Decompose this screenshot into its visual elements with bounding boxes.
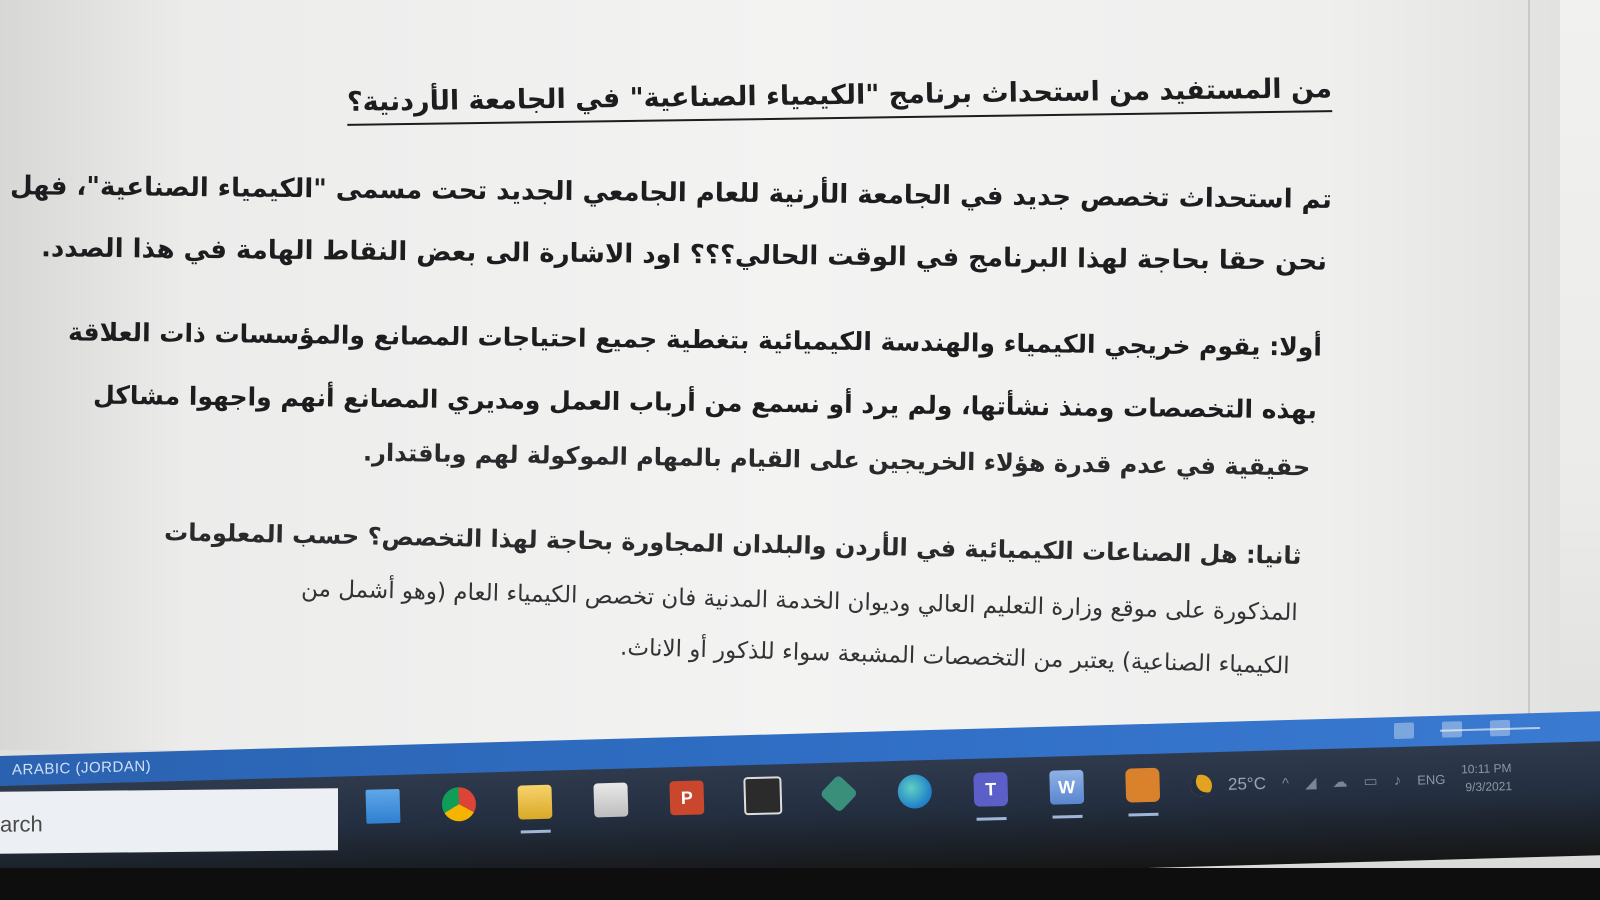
intro-paragraph-line: نحن حقا بحاجة لهذا البرنامج في الوقت الحالي؟؟؟ اود الاشارة الى بعض النقاط الهامة في هذا الصدد. (40, 233, 1328, 277)
first-point-line: بهذه التخصصات ومنذ نشأتها، ولم يرد أو نسمع من أرباب العمل ومديري المصانع أنهم واجهوا مشاكل (92, 380, 1318, 425)
mail-glyph (366, 789, 401, 824)
page-edge (1528, 0, 1530, 740)
clock[interactable] (1461, 759, 1512, 796)
photo-glyph (743, 776, 782, 815)
word-glyph: W (1049, 770, 1084, 805)
folder-glyph (517, 785, 552, 820)
read-mode-icon[interactable] (1394, 723, 1414, 740)
orange-app-glyph (1125, 768, 1160, 803)
file-explorer-icon[interactable] (511, 778, 558, 825)
clock-time: 10:11 PM (1460, 761, 1512, 777)
edge-icon[interactable] (891, 768, 938, 815)
chrome-icon[interactable] (435, 781, 482, 828)
search-box[interactable] (0, 788, 338, 854)
search-input[interactable]: arch (0, 811, 43, 837)
proofing-language[interactable]: ARABIC (JORDAN) (12, 757, 152, 779)
powerpoint-glyph: P (669, 780, 704, 815)
orange-app-icon[interactable] (1119, 762, 1166, 809)
store-glyph (593, 783, 628, 818)
certificate-glyph (820, 774, 858, 812)
document-title: من المستفيد من استحداث برنامج "الكيمياء الصناعية" في الجامعة الأردنية؟ (347, 73, 1333, 126)
intro-paragraph-line: تم استحداث تخصص جديد في الجامعة الأرنية للعام الجامعي الجديد تحت مسمى "الكيمياء الصناعية"، فهل (10, 171, 1333, 215)
input-language[interactable]: ENG (1416, 771, 1446, 788)
chevron-up-icon[interactable]: ^ (1281, 774, 1290, 792)
cloud-icon[interactable]: ☁ (1332, 773, 1348, 792)
chrome-glyph (441, 787, 476, 822)
battery-icon[interactable]: ▭ (1363, 772, 1378, 791)
first-point-line: حقيقية في عدم قدرة هؤلاء الخريجين على القيام بالمهام الموكولة لهم وباقتدار. (362, 438, 1311, 482)
volume-icon[interactable]: ♪ (1393, 771, 1402, 789)
second-point-line: الكيمياء الصناعية) يعتبر من التخصصات المشبعة سواء للذكور أو الاناث. (620, 634, 1291, 680)
photo-icon[interactable] (739, 772, 786, 819)
network-icon[interactable]: ◢ (1304, 774, 1317, 792)
teams-icon[interactable] (967, 766, 1014, 813)
teams-glyph: T (973, 772, 1008, 807)
mail-icon[interactable] (359, 783, 406, 830)
word-icon[interactable] (1043, 764, 1090, 811)
second-point-line: ثانيا: هل الصناعات الكيميائية في الأردن والبلدان المجاورة بحاجة لهذا التخصص؟ حسب المعلومات (164, 518, 1303, 570)
second-point-line: المذكورة على موقع وزارة التعليم العالي وديوان الخدمة المدنية فان تخصص الكيمياء العام (وهو أشمل من (301, 575, 1299, 627)
certificate-icon[interactable] (815, 770, 862, 817)
edge-glyph (897, 774, 932, 809)
first-point-line: أولا: يقوم خريجي الكيمياء والهندسة الكيميائية بتغطية جميع احتياجات المصانع والمؤسسات ذات العلاقة (67, 317, 1323, 362)
clock-date: 9/3/2021 (1465, 779, 1513, 795)
moon-icon[interactable] (1190, 774, 1213, 797)
weather-temperature[interactable]: 25°C (1227, 773, 1267, 794)
store-icon[interactable] (587, 776, 634, 823)
monitor-bezel (0, 868, 1600, 900)
powerpoint-icon[interactable] (663, 774, 710, 821)
